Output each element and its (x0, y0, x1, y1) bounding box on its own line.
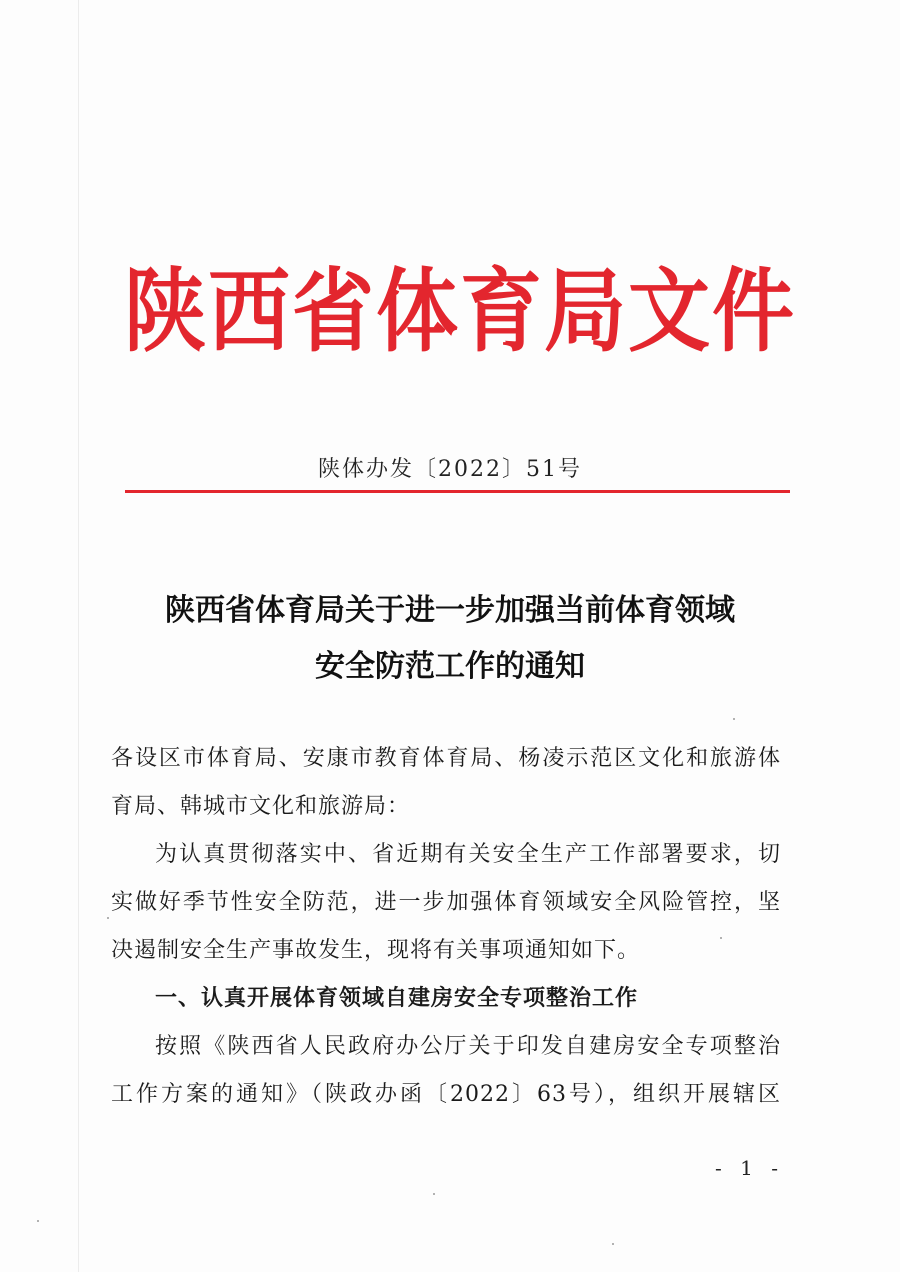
notice-title-line-1: 陕西省体育局关于进一步加强当前体育领域 (165, 593, 735, 628)
scan-speck (107, 917, 109, 919)
addressee-line-1: 各设区市体育局、安康市教育体育局、杨凌示范区文化和旅游体 (111, 746, 781, 771)
masthead-title: 陕西省体育局文件 (123, 260, 796, 365)
section-heading-1: 一、认真开展体育领域自建房安全专项整治工作 (155, 986, 639, 1011)
document-number: 陕体办发〔2022〕51号 (318, 457, 582, 482)
red-divider-line (125, 490, 790, 493)
scan-speck (433, 1193, 435, 1195)
notice-title (80, 583, 820, 695)
paragraph-2-line-1: 按照《陕西省人民政府办公厅关于印发自建房安全专项整治 (155, 1034, 781, 1059)
page-number: - 1 - (715, 1156, 784, 1180)
scan-speck (37, 1220, 39, 1222)
scan-edge-line (78, 0, 79, 1272)
scan-speck (612, 1243, 614, 1245)
addressee-line-2: 育局、韩城市文化和旅游局： (111, 794, 411, 819)
paragraph-1-line-1: 为认真贯彻落实中、省近期有关安全生产工作部署要求，切 (155, 842, 781, 867)
paragraph-1-line-3: 决遏制安全生产事故发生，现将有关事项通知如下。 (111, 938, 641, 963)
scan-speck (733, 718, 735, 720)
body-text (111, 735, 781, 1119)
paragraph-2-line-2: 工作方案的通知》（陕政办函〔2022〕63号），组织开展辖区 (111, 1082, 781, 1107)
scan-speck (720, 937, 722, 939)
notice-title-line-2: 安全防范工作的通知 (315, 649, 585, 684)
paragraph-1-line-2: 实做好季节性安全防范，进一步加强体育领域安全风险管控，坚 (111, 890, 781, 915)
